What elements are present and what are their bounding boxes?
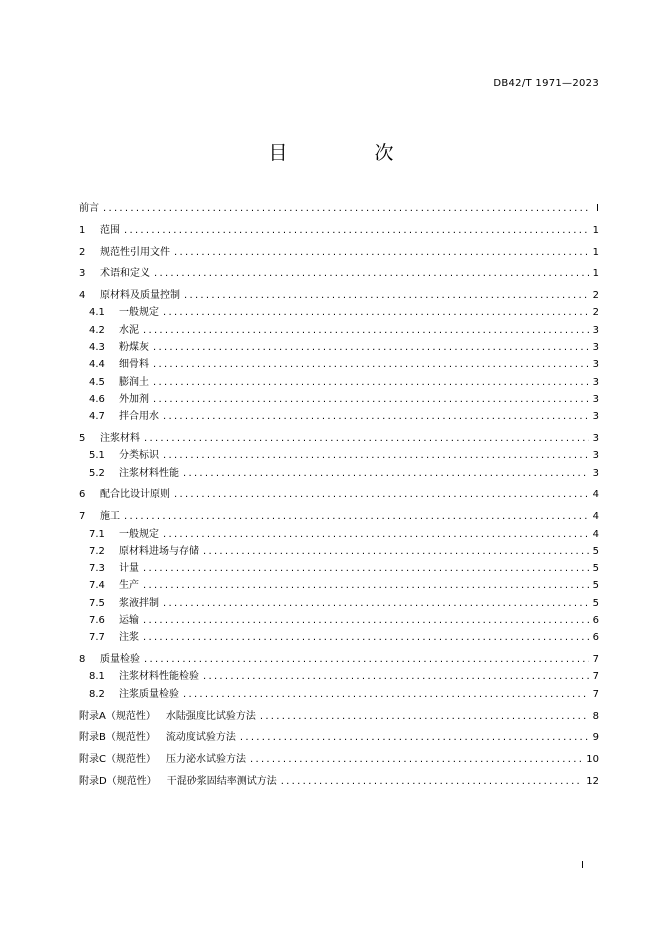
toc-entry-page: 5: [592, 563, 599, 575]
toc-entry-label: 质量检验: [100, 654, 140, 666]
toc-entry-page: 7: [592, 671, 599, 683]
toc-entry-number: 7: [79, 511, 86, 523]
toc-dot-leader: [203, 668, 589, 685]
toc-entry-page: 9: [592, 732, 599, 744]
toc-entry-label: 拌合用水: [119, 411, 159, 423]
toc-entry[interactable]: [79, 543, 599, 560]
toc-dot-leader: [143, 612, 589, 629]
toc-entry-label: 干混砂浆固结率测试方法: [166, 775, 277, 787]
toc-entry-label: 原材料及质量控制: [100, 290, 180, 302]
toc-entry-label: 细骨料: [119, 359, 149, 371]
toc-dot-leader: [144, 651, 589, 668]
toc-entry-number: 1: [79, 224, 86, 236]
toc-dot-leader: [143, 629, 589, 646]
toc-entry[interactable]: [79, 265, 599, 282]
toc-entry-number: 7.7: [89, 632, 105, 644]
toc-entry-label: 规范性引用文件: [100, 246, 170, 258]
toc-entry[interactable]: [79, 244, 599, 261]
toc-dot-leader: [103, 200, 589, 217]
toc-entry-page: 3: [592, 376, 599, 388]
toc-entry-page: 3: [592, 433, 599, 445]
toc-entry[interactable]: [79, 708, 599, 725]
toc-dot-leader: [153, 339, 589, 356]
toc-entry[interactable]: [79, 465, 599, 482]
toc-entry-page: 8: [592, 710, 599, 722]
toc-entry-page: 3: [592, 342, 599, 354]
toc-entry-page: 4: [592, 528, 599, 540]
toc-entry-label: 水泥: [119, 324, 139, 336]
toc-entry-page: 1: [592, 246, 599, 258]
document-code: DB42/T 1971—2023: [493, 78, 599, 89]
toc-entry-page: 2: [592, 307, 599, 319]
toc-entry[interactable]: [79, 287, 599, 304]
toc-dot-leader: [174, 244, 589, 261]
toc-entry-number: 2: [79, 246, 86, 258]
toc-entry-number: 附录A（规范性）: [79, 710, 156, 722]
toc-entry-page: 12: [586, 775, 599, 787]
toc-entry-number: 4.6: [89, 393, 105, 405]
toc-dot-leader: [184, 287, 589, 304]
toc-dot-leader: [143, 560, 589, 577]
toc-entry-number: 4.7: [89, 411, 105, 423]
toc-entry[interactable]: [79, 751, 599, 768]
toc-entry-page: 6: [592, 615, 599, 627]
toc-entry-number: 4.1: [89, 307, 105, 319]
toc-entry[interactable]: [79, 447, 599, 464]
toc-dot-leader: [163, 526, 589, 543]
toc-entry[interactable]: [79, 729, 599, 746]
toc-entry-page: 4: [592, 489, 599, 501]
toc-dot-leader: [183, 465, 589, 482]
toc-entry-number: 5.2: [89, 467, 105, 479]
toc-dot-leader: [144, 430, 589, 447]
toc-entry-number: 4.4: [89, 359, 105, 371]
toc-entry-label: 术语和定义: [100, 268, 150, 280]
toc-entry-page: 3: [592, 450, 599, 462]
toc-dot-leader: [163, 304, 589, 321]
toc-dot-leader: [163, 595, 589, 612]
toc-entry[interactable]: [79, 668, 599, 685]
toc-entry[interactable]: [79, 612, 599, 629]
toc-entry-label: 外加剂: [119, 393, 149, 405]
toc-entry-page: 3: [592, 324, 599, 336]
toc-entry-label: 注浆材料性能: [119, 467, 179, 479]
toc-entry-page: 4: [592, 511, 599, 523]
toc-dot-leader: [143, 322, 589, 339]
page-title: 目 次: [268, 142, 428, 164]
toc-entry-number: 4.2: [89, 324, 105, 336]
toc-entry[interactable]: [79, 686, 599, 703]
toc-entry-label: 注浆材料: [100, 433, 140, 445]
toc-entry[interactable]: [79, 356, 599, 373]
toc-entry-label: 计量: [119, 563, 139, 575]
toc-entry[interactable]: [79, 486, 599, 503]
toc-entry[interactable]: [79, 374, 599, 391]
toc-entry[interactable]: [79, 595, 599, 612]
toc-entry[interactable]: [79, 560, 599, 577]
toc-entry[interactable]: [79, 651, 599, 668]
toc-dot-leader: [240, 729, 589, 746]
toc-entry-number: 附录B（规范性）: [79, 732, 156, 744]
toc-entry-number: 4.5: [89, 376, 105, 388]
toc-entry-number: 3: [79, 268, 86, 280]
toc-entry-number: 7.1: [89, 528, 105, 540]
toc-entry-number: 5.1: [89, 450, 105, 462]
toc-entry-number: 8.2: [89, 688, 105, 700]
toc-dot-leader: [163, 408, 589, 425]
toc-dot-leader: [153, 356, 589, 373]
toc-entry-number: 7.5: [89, 597, 105, 609]
toc-entry-label: 粉煤灰: [119, 342, 149, 354]
toc-entry[interactable]: [79, 200, 599, 217]
toc-entry-page: 6: [592, 632, 599, 644]
toc-entry-label: 一般规定: [119, 528, 159, 540]
toc-entry-number: 7.4: [89, 580, 105, 592]
toc-entry-number: 5: [79, 433, 86, 445]
toc-entry[interactable]: [79, 430, 599, 447]
toc-entry-number: 7.6: [89, 615, 105, 627]
toc-dot-leader: [174, 486, 589, 503]
toc-entry-page: 5: [592, 545, 599, 557]
toc-entry-label: 范围: [100, 224, 120, 236]
toc-entry-number: 6: [79, 489, 86, 501]
toc-entry-page: 7: [592, 688, 599, 700]
toc-dot-leader: [183, 686, 589, 703]
toc-entry[interactable]: [79, 304, 599, 321]
toc-entry[interactable]: [79, 339, 599, 356]
toc-dot-leader: [143, 577, 589, 594]
toc-entry-number: 8.1: [89, 671, 105, 683]
toc-entry-page: 1: [592, 268, 599, 280]
toc-entry-number: 附录C（规范性）: [79, 754, 156, 766]
toc-dot-leader: [154, 265, 589, 282]
toc-entry-page: 3: [592, 393, 599, 405]
toc-entry-number: 4: [79, 290, 86, 302]
footer-page-number: I: [581, 860, 584, 871]
toc-entry-label: 分类标识: [119, 450, 159, 462]
toc-entry-label: 施工: [100, 511, 120, 523]
toc-entry-label: 一般规定: [119, 307, 159, 319]
toc-entry-page: 2: [592, 290, 599, 302]
toc-entry-page: 5: [592, 580, 599, 592]
toc-entry[interactable]: [79, 408, 599, 425]
toc-entry[interactable]: [79, 222, 599, 239]
toc-entry[interactable]: [79, 526, 599, 543]
toc-entry-label: 膨润土: [119, 376, 149, 388]
toc-entry-label: 注浆材料性能检验: [119, 671, 199, 683]
table-of-contents: [79, 200, 599, 790]
toc-entry-page: 3: [592, 467, 599, 479]
toc-entry-label: 水陆强度比试验方法: [165, 710, 256, 722]
toc-entry[interactable]: [79, 577, 599, 594]
toc-entry-label: 浆液拌制: [119, 597, 159, 609]
toc-entry[interactable]: [79, 322, 599, 339]
toc-dot-leader: [153, 391, 589, 408]
toc-dot-leader: [260, 708, 589, 725]
toc-dot-leader: [124, 222, 589, 239]
toc-entry[interactable]: [79, 773, 599, 790]
toc-entry-number: 附录D（规范性）: [79, 775, 157, 787]
toc-entry-page: I: [596, 203, 599, 214]
toc-entry-label: 流动度试验方法: [165, 732, 236, 744]
toc-entry-number: 7.2: [89, 545, 105, 557]
toc-dot-leader: [163, 447, 589, 464]
toc-dot-leader: [153, 374, 589, 391]
toc-entry-page: 3: [592, 359, 599, 371]
toc-entry-label: 生产: [119, 580, 139, 592]
toc-entry[interactable]: [79, 629, 599, 646]
toc-entry-number: 8: [79, 654, 86, 666]
toc-entry-number: 4.3: [89, 342, 105, 354]
toc-entry-page: 3: [592, 411, 599, 423]
toc-entry-label: 配合比设计原则: [100, 489, 170, 501]
toc-dot-leader: [124, 508, 589, 525]
toc-entry[interactable]: [79, 391, 599, 408]
toc-entry-label: 原材料进场与存储: [119, 545, 199, 557]
toc-entry-label: 压力泌水试验方法: [165, 754, 246, 766]
toc-entry-page: 7: [592, 654, 599, 666]
toc-entry-page: 1: [592, 224, 599, 236]
toc-dot-leader: [250, 751, 582, 768]
toc-entry-page: 5: [592, 597, 599, 609]
toc-entry[interactable]: [79, 508, 599, 525]
toc-entry-page: 10: [586, 754, 599, 766]
toc-entry-label: 运输: [119, 615, 139, 627]
toc-entry-label: 前言: [79, 203, 99, 214]
toc-entry-label: 注浆: [119, 632, 139, 644]
toc-entry-number: 7.3: [89, 563, 105, 575]
toc-entry-label: 注浆质量检验: [119, 688, 179, 700]
toc-dot-leader: [281, 773, 583, 790]
toc-dot-leader: [203, 543, 589, 560]
